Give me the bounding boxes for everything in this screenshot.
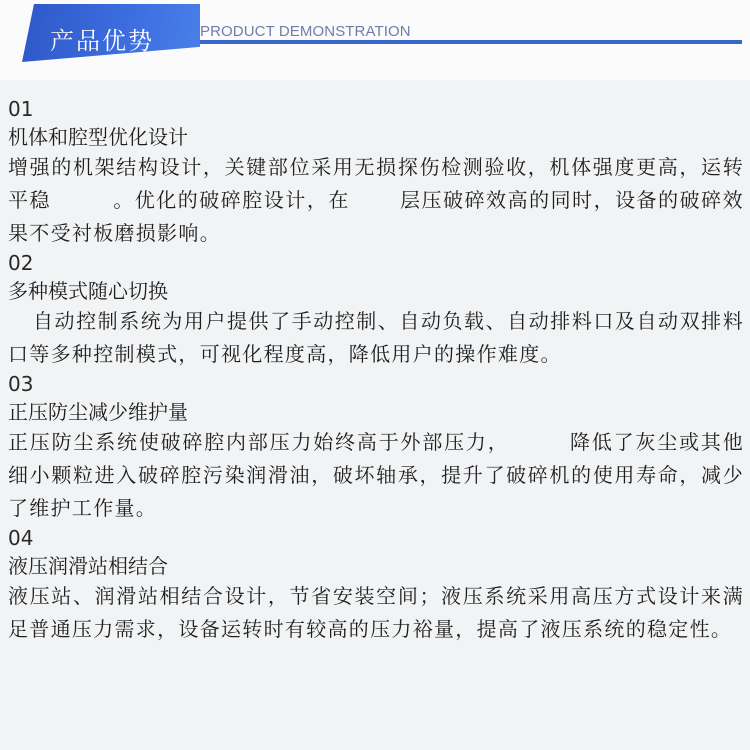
section-body-text: 降低了灰尘或其他细小颗粒进入破碎腔污染润滑油，破坏轴承，提升了破碎机的使用寿命，减少了维护工作量。 xyxy=(8,430,744,520)
redaction-mask xyxy=(510,433,570,455)
section-number: 04 xyxy=(8,526,34,550)
section-title: 机体和腔型优化设计 xyxy=(8,125,188,149)
section-body-text: 层压破碎效高的同时，设备的破碎效果不受衬板磨损影响。 xyxy=(8,188,744,245)
header-subtitle: PRODUCT DEMONSTRATION xyxy=(200,23,411,40)
section-title: 多种模式随心切换 xyxy=(8,279,168,303)
section-header xyxy=(0,0,750,80)
header-badge-title: 产品优势 xyxy=(50,27,154,55)
section-body xyxy=(8,426,744,525)
section-body-text: 正压防尘系统使破碎腔内部压力始终高于外部压力， xyxy=(8,430,510,454)
section-body xyxy=(8,151,744,250)
section-title: 液压润滑站相结合 xyxy=(8,554,168,578)
redaction-mask xyxy=(350,191,400,213)
section-body: 自动控制系统为用户提供了手动控制、自动负载、自动排料口及自动双排料口等多种控制模式，可视化程度高，降低用户的操作难度。 xyxy=(8,309,744,366)
section-title: 正压防尘减少维护量 xyxy=(8,400,188,424)
section-body-text: 。优化的破碎腔设计，在 xyxy=(113,188,350,212)
section-number: 02 xyxy=(8,251,34,275)
section-body: 液压站、润滑站相结合设计，节省安装空间；液压系统采用高压方式设计来满足普通压力需求，设备运转时有较高的压力裕量，提高了液压系统的稳定性。 xyxy=(8,584,744,641)
advantages-list xyxy=(8,96,744,646)
section-number: 01 xyxy=(8,97,34,121)
section-number: 03 xyxy=(8,372,34,396)
section-body-text: 增强的机架结构设计，关键部位采用无损探伤检测验收，机体强度更高，运转平稳 xyxy=(8,155,744,212)
redaction-mask xyxy=(51,191,113,213)
